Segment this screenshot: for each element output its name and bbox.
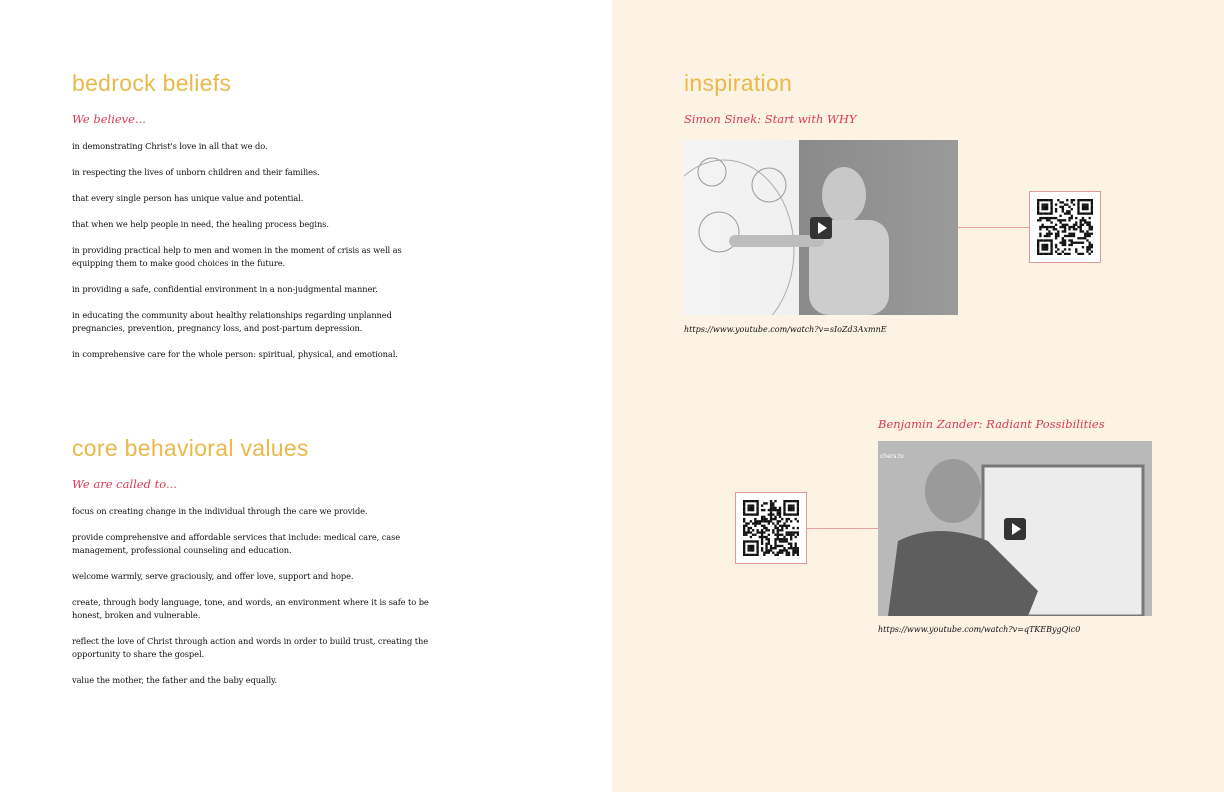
list-item: value the mother, the father and the baby equally. — [72, 675, 278, 685]
list-item: in providing practical help to men and women in the moment of crisis as well as equipping them to make good choices in the future. — [72, 245, 402, 268]
list-item: welcome warmly, serve graciously, and offer love, support and hope. — [72, 571, 354, 581]
qr-code-sinek — [1029, 191, 1101, 263]
list-item: reflect the love of Christ through action and words in order to build trust, creating the opportunity to share the gospel. — [72, 636, 429, 659]
list-item: create, through body language, tone, and words, an environment where it is safe to be honest, broken and vulnerable. — [72, 597, 429, 620]
values-intro: We are called to... — [72, 477, 177, 491]
beliefs-list — [72, 140, 432, 374]
list-item: in demonstrating Christ's love in all that we do. — [72, 141, 268, 151]
video-title-sinek: Simon Sinek: Start with WHY — [684, 112, 857, 126]
video-title-zander: Benjamin Zander: Radiant Possibilities — [878, 417, 1105, 431]
list-item: in comprehensive care for the whole person: spiritual, physical, and emotional. — [72, 349, 398, 359]
core-values-heading: core behavioral values — [72, 435, 309, 461]
list-item: that every single person has unique value and potential. — [72, 193, 304, 203]
list-item: focus on creating change in the individual through the care we provide. — [72, 506, 368, 516]
qr-code-icon — [1037, 199, 1093, 255]
list-item: in educating the community about healthy relationships regarding unplanned pregnancies, prevention, pregnancy loss, and post-partum depression. — [72, 310, 392, 333]
connector-line — [807, 528, 878, 529]
play-icon[interactable] — [810, 217, 832, 239]
video-url-zander[interactable]: https://www.youtube.com/watch?v=qTKEBygQic0 — [878, 625, 1081, 634]
right-page — [612, 0, 1224, 792]
list-item: provide comprehensive and affordable services that include: medical care, case management, professional counseling and education. — [72, 532, 401, 555]
video-watermark: chers.tv — [880, 453, 905, 460]
inspiration-heading: inspiration — [684, 70, 793, 96]
list-item: in providing a safe, confidential environment in a non-judgmental manner. — [72, 284, 378, 294]
list-item: in respecting the lives of unborn children and their families. — [72, 167, 320, 177]
connector-line — [958, 227, 1029, 228]
bedrock-beliefs-heading: bedrock beliefs — [72, 70, 232, 96]
qr-code-icon — [743, 500, 799, 556]
qr-code-zander — [735, 492, 807, 564]
video-thumbnail-zander[interactable] — [878, 441, 1152, 616]
list-item: that when we help people in need, the healing process begins. — [72, 219, 329, 229]
values-list — [72, 505, 432, 700]
play-icon[interactable] — [1004, 518, 1026, 540]
video-url-sinek[interactable]: https://www.youtube.com/watch?v=sIoZd3AxmnE — [684, 325, 887, 334]
video-thumbnail-sinek[interactable] — [684, 140, 958, 315]
beliefs-intro: We believe... — [72, 112, 146, 126]
